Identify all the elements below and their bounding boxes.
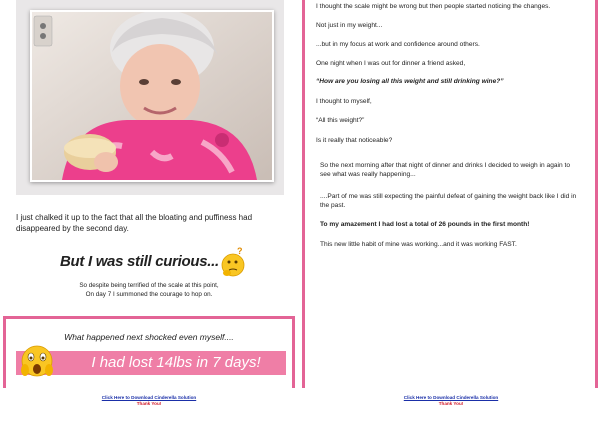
paragraph-next-morning: So the next morning after that night of dinner and drinks I decided to weigh in again to see what was really happening... — [320, 162, 570, 178]
download-link-right[interactable]: Click Here to Download Cinderella Solution — [403, 395, 499, 400]
svg-text:?: ? — [237, 247, 243, 256]
paragraph-dinner-friend: One night when I was out for dinner a friend asked, — [316, 60, 466, 67]
paragraph-amazement: To my amazement I had lost a total of 26 pounds in the first month! — [320, 221, 530, 228]
photo-frame — [16, 0, 284, 195]
photo-illustration — [32, 12, 272, 180]
shocked-emoji-icon — [20, 344, 54, 380]
paragraph-noticeable: Is it really that noticeable? — [316, 137, 393, 144]
thinking-emoji-icon — [221, 247, 245, 279]
shocked-text: What happened next shocked even myself.... — [64, 332, 234, 342]
left-page — [0, 0, 298, 424]
curious-heading: But I was still curious... — [60, 253, 219, 270]
scale-line-2: On day 7 I summoned the courage to hop on. — [85, 291, 213, 298]
paragraph-not-just-weight: Not just in my weight... — [316, 22, 383, 29]
paragraph-all-this-weight: “All this weight?” — [316, 117, 365, 124]
paragraph-friend-quote: “How are you losing all this weight and still drinking wine?” — [316, 78, 504, 85]
paragraph-habit-working: This new little habit of mine was working...and it was working FAST. — [320, 241, 517, 248]
paragraph-scale-wrong: I thought the scale might be wrong but then people started noticing the changes. — [316, 3, 551, 10]
lost-weight-banner — [16, 351, 286, 375]
scale-paragraph — [0, 281, 298, 299]
right-page — [302, 0, 600, 424]
paragraph-focus-confidence: ...but in my focus at work and confidence around others. — [316, 41, 480, 48]
paragraph-expecting-defeat: ....Part of me was still expecting the painful defeat of gaining the weight back like I did in the past. — [320, 193, 577, 209]
paragraph-thought-to-myself: I thought to myself, — [316, 98, 372, 105]
woman-eating-photo — [30, 10, 274, 182]
download-link[interactable]: Click Here to Download Cinderella Solution — [101, 395, 197, 400]
thank-you-text-right: Thank You! — [438, 401, 464, 406]
thank-you-text: Thank You! — [136, 401, 162, 406]
scale-line-1: So despite being terrified of the scale at this point, — [79, 282, 219, 289]
intro-paragraph: I just chalked it up to the fact that all the bloating and puffiness had disappeared by the second day. — [16, 213, 253, 233]
lost-weight-text: I had lost 14lbs in 7 days! — [91, 354, 261, 371]
